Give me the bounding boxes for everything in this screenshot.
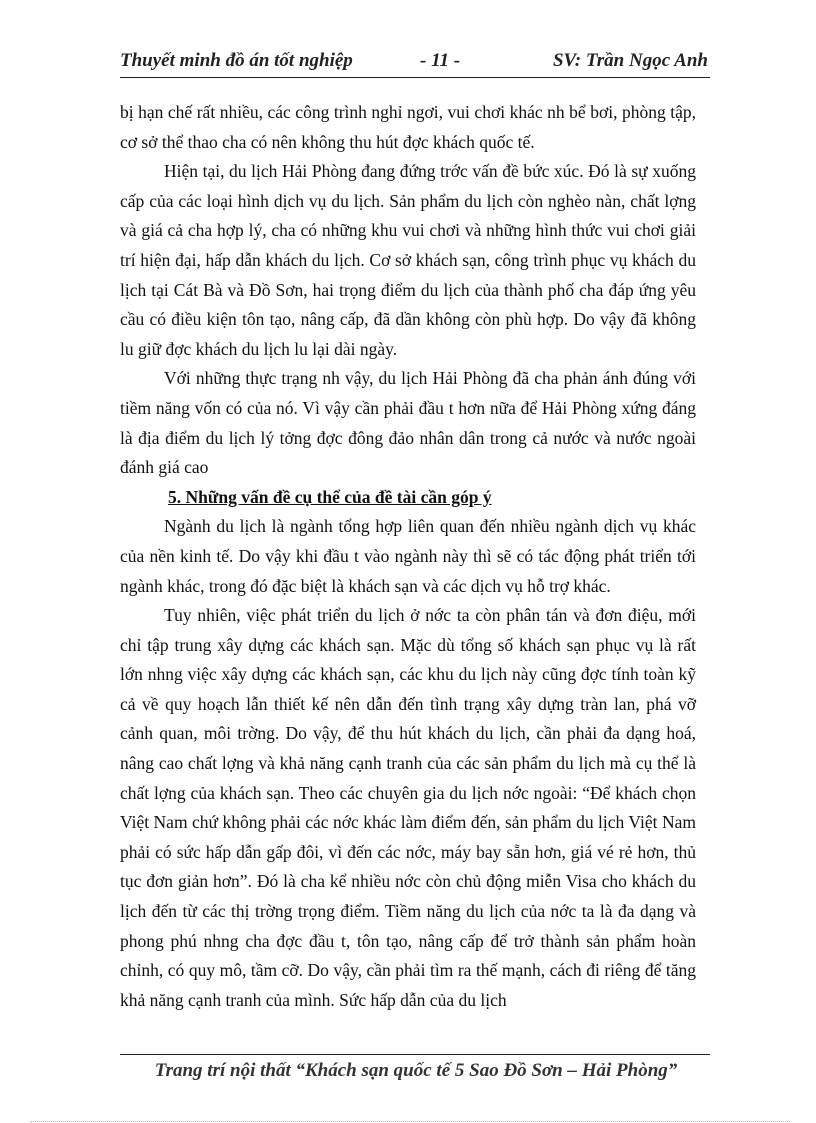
header-student-name: SV: Trần Ngọc Anh [552, 50, 708, 71]
paragraph: Tuy nhiên, việc phát triển du lịch ở nớc ta còn phân tán và đơn điệu, mới chỉ tập trung xây dựng các khách sạn. Mặc dù tổng số khách sạn phục vụ là rất lớn nhng việc xây dựng các khách sạn, các khu du lịch này cũng đợc tính toàn kỹ cả về quy hoạch lẫn thiết kế nên dẫn đến tình trạng xây dựng tràn lan, phá vỡ cảnh quan, môi trờng. Do vậy, để thu hút khách du lịch, cần phải đa dạng hoá, nâng cao chất lợng và khả năng cạnh tranh của các sản phẩm du lịch mà cụ thể là chất lợng của khách sạn. Theo các chuyên gia du lịch nớc ngoài: “Để khách chọn Việt Nam chứ không phải các nớc khác làm điểm đến, sản phẩm du lịch Việt Nam phải có sức hấp dẫn gấp đôi, vì đến các nớc, máy bay sẵn hơn, giá vé rẻ hơn, thủ tục đơn giản hơn”. Đó là cha kể nhiều nớc còn chủ động miễn Visa cho khách du lịch đến từ các thị trờng trọng điểm. Tiềm năng du lịch của nớc ta là đa dạng và phong phú nhng cha đợc đầu t, tôn tạo, nâng cấp để trở thành sản phẩm hoàn chỉnh, có quy mô, tầm cỡ. Do vậy, cần phải tìm ra thế mạnh, cách đi riêng để tăng khả năng cạnh tranh của mình. Sức hấp dẫn của du lịch [120, 605, 696, 1010]
page-bottom-border [30, 1121, 790, 1122]
document-body [120, 98, 696, 1015]
section-heading: 5. Những vấn đề cụ thể của đề tài cần góp ý [168, 486, 492, 507]
header-page-number: - 11 - [420, 50, 461, 71]
header-document-title: Thuyết minh đồ án tốt nghiệp [120, 50, 353, 71]
footer-divider [120, 1054, 710, 1055]
header-divider [120, 77, 710, 78]
paragraph: Ngành du lịch là ngành tổng hợp liên quan đến nhiều ngành dịch vụ khác của nền kinh tế. Do vậy khi đầu t vào ngành này thì sẽ có tác động phát triển tới ngành khác, trong đó đặc biệt là khách sạn và các dịch vụ hỗ trợ khác. [120, 516, 696, 596]
paragraph: Hiện tại, du lịch Hải Phòng đang đứng trớc vấn đề bức xúc. Đó là sự xuống cấp của các loại hình dịch vụ du lịch. Sản phẩm du lịch còn nghèo nàn, chất lợng và giá cả cha hợp lý, cha có những khu vui chơi và những hình thức vui chơi giải trí hiện đại, hấp dẫn khách du lịch. Cơ sở khách sạn, công trình phục vụ khách du lịch tại Cát Bà và Đồ Sơn, hai trọng điểm du lịch của thành phố cha đáp ứng yêu cầu có điều kiện tôn tạo, nâng cấp, đã dần không còn phù hợp. Do vậy đã không lu giữ đợc khách du lịch lu lại dài ngày. [120, 161, 696, 359]
paragraph: bị hạn chế rất nhiều, các công trình nghỉ ngơi, vui chơi khác nh bể bơi, phòng tập, cơ sở thể thao cha có nên không thu hút đợc khách quốc tế. [120, 102, 696, 152]
page-header [120, 50, 708, 74]
page-footer: Trang trí nội thất “Khách sạn quốc tế 5 Sao Đồ Sơn – Hải Phòng” [154, 1060, 678, 1081]
paragraph: Với những thực trạng nh vậy, du lịch Hải Phòng đã cha phản ánh đúng với tiềm năng vốn có của nó. Vì vậy cần phải đầu t hơn nữa để Hải Phòng xứng đáng là địa điểm du lịch lý tởng đợc đông đảo nhân dân trong cả nước và nước ngoài đánh giá cao [120, 368, 696, 478]
